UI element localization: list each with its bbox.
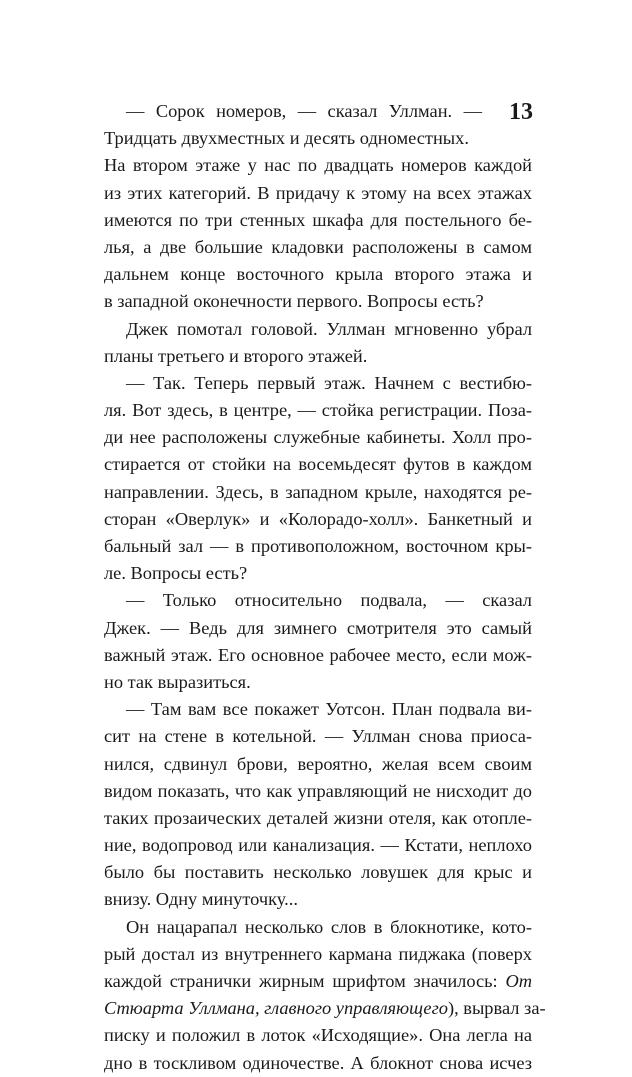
text-line <box>104 642 532 669</box>
italic-text: Стюарта Уллмана, главного управляющего <box>104 998 448 1019</box>
paragraph <box>104 587 532 696</box>
line-text: в западной оконечности первого. Вопросы есть? <box>104 291 484 312</box>
line-text: ди нее расположены служебные кабинеты. Холл про- <box>104 427 532 448</box>
line-text: но так выразиться. <box>104 671 251 692</box>
line-text: лья, а две большие кладовки расположены в самом <box>104 236 532 257</box>
text-line <box>104 968 532 995</box>
text-line <box>104 696 532 723</box>
text-line <box>104 805 532 832</box>
text-line <box>104 261 532 288</box>
paragraph <box>104 370 532 588</box>
line-text: каждой странички жирным шрифтом значилось: <box>104 971 506 991</box>
line-text: бальный зал — в противоположном, восточном кры- <box>104 536 532 556</box>
line-text: рый достал из внутреннего кармана пиджака (поверх <box>104 943 532 964</box>
line-text: стирается от стойки на восемьдесят футов в каждом <box>104 454 532 475</box>
text-line <box>104 615 532 642</box>
text-line <box>104 751 532 778</box>
text-line <box>104 370 532 397</box>
text-line <box>104 1022 532 1049</box>
line-text: — Так. Теперь первый этаж. Начнем с вестибю- <box>126 372 532 393</box>
line-text: — Только относительно подвала, — сказал <box>126 590 532 611</box>
paragraph <box>104 914 546 1077</box>
paragraph <box>104 316 532 370</box>
line-text: писку и положил в лоток «Исходящие». Она легла на <box>104 1025 532 1046</box>
line-text: планы третьего и второго этажей. <box>104 345 368 366</box>
line-text: имеются по три стенных шкафа для постельного бе- <box>104 209 532 230</box>
line-text: ), вырвал за- <box>447 998 546 1019</box>
text-line <box>104 560 532 587</box>
text-line <box>104 723 532 750</box>
line-text: Джек помотал головой. Уллман мгновенно убрал <box>126 318 532 339</box>
text-line <box>104 832 532 859</box>
line-text: направлении. Здесь, в западном крыле, находятся ре- <box>104 481 532 502</box>
text-line <box>104 995 546 1022</box>
line-text: дно в тоскливом одиночестве. А блокнот снова исчез <box>104 1052 532 1073</box>
body-text <box>104 98 546 1077</box>
line-text: из этих категорий. В придачу к этому на всех этажах <box>104 182 532 203</box>
line-text: было бы поставить несколько ловушек для крыс и <box>104 862 532 883</box>
text-line <box>104 424 532 451</box>
line-text: дальнем конце восточного крыла второго этажа и <box>104 264 532 285</box>
text-line <box>104 886 532 913</box>
text-line <box>104 288 532 315</box>
text-line <box>104 451 532 478</box>
text-line <box>104 506 532 533</box>
text-line <box>104 587 532 614</box>
line-text: нился, сдвинул брови, вероятно, желая всем своим <box>104 753 532 774</box>
text-line <box>104 316 532 343</box>
line-text: — Сорок номеров, — сказал Уллман. — <box>126 101 482 121</box>
page-number: 13 <box>509 99 533 125</box>
line-text: Джек. — Ведь для зимнего смотрителя это самый <box>104 617 532 638</box>
text-line <box>104 125 532 152</box>
text-line <box>104 778 532 805</box>
italic-text: От <box>505 971 532 991</box>
text-line <box>104 152 532 179</box>
text-line <box>104 859 532 886</box>
line-text: сторан «Оверлук» и «Колорадо-холл». Банкетный и <box>104 508 532 529</box>
text-line <box>104 1050 532 1077</box>
text-line <box>104 914 532 941</box>
text-line <box>104 941 532 968</box>
line-text: ля. Вот здесь, в центре, — стойка регистрации. Поза- <box>104 400 532 421</box>
text-line <box>104 479 532 506</box>
line-text: внизу. Одну минуточку... <box>104 889 298 910</box>
line-text: таких прозаических деталей жизни отеля, как отопле- <box>104 807 532 828</box>
line-text: На втором этаже у нас по двадцать номеров каждой <box>104 155 532 176</box>
text-line <box>104 669 532 696</box>
line-text: Он нацарапал несколько слов в блокнотике, кото- <box>126 916 532 937</box>
text-line <box>104 207 532 234</box>
line-text: видом показать, что как управляющий не нисходит до <box>104 780 532 801</box>
paragraph <box>104 98 532 316</box>
line-text: сит на стене в котельной. — Уллман снова приоса- <box>104 726 532 747</box>
text-line <box>104 397 532 424</box>
line-text: — Там вам все покажет Уотсон. План подвала ви- <box>126 699 532 720</box>
paragraph <box>104 696 532 914</box>
text-line <box>104 234 532 261</box>
line-text: ние, водопровод или канализация. — Кстати, неплохо <box>104 835 532 856</box>
line-text: Тридцать двухместных и десять одноместных. <box>104 128 469 149</box>
text-line <box>104 98 482 125</box>
line-text: ле. Вопросы есть? <box>104 563 248 584</box>
line-text: важный этаж. Его основное рабочее место, если мож- <box>104 644 532 665</box>
text-line <box>104 343 532 370</box>
text-line <box>104 533 532 560</box>
text-line <box>104 180 532 207</box>
